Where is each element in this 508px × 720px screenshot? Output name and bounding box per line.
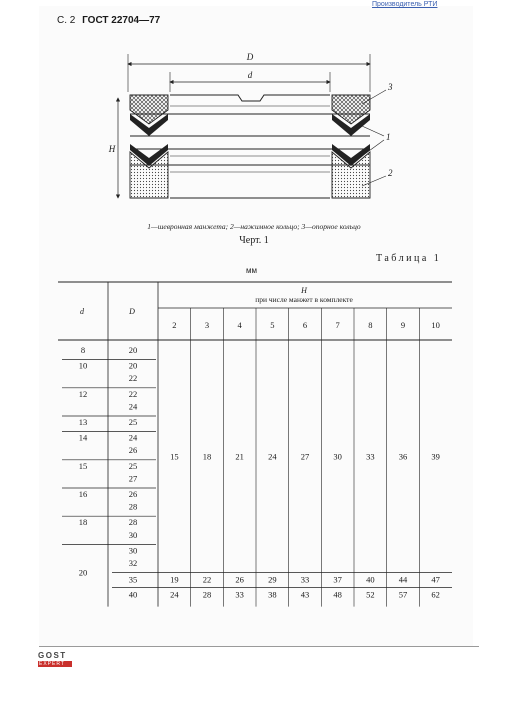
table-cell-d: 8: [80, 345, 86, 355]
page-header: [57, 15, 160, 26]
table-cell-H: 22: [202, 574, 212, 585]
page-number: С. 2: [57, 15, 76, 26]
table-cell-H: 33: [300, 574, 310, 585]
logo-word: GOST: [38, 651, 67, 660]
table-cell-D: 26: [128, 489, 138, 499]
table-cell-H: 24: [268, 451, 277, 462]
table-title: Таблица 1: [376, 253, 442, 264]
table-cell-H: 27: [300, 451, 310, 462]
table-head-D: D: [129, 307, 135, 316]
table-cell-D: 30: [128, 545, 138, 556]
table-cell-H: 30: [333, 451, 342, 462]
table-cell-D: 28: [128, 517, 138, 528]
table-cell-d: 16: [78, 489, 88, 499]
table-head-count: 2: [172, 320, 177, 330]
table-cell-H: 33: [235, 589, 244, 600]
seal-assembly-drawing: [100, 48, 400, 224]
dimension-D-label: D: [246, 52, 254, 62]
table-cell-H: 39: [431, 451, 440, 462]
table-cell-H: 18: [202, 451, 212, 462]
table-cell-H: 43: [300, 589, 310, 600]
dimension-H-label: H: [108, 144, 116, 154]
table-cell-H: 47: [431, 574, 440, 585]
table-cell-H: 37: [333, 574, 342, 585]
table-head-count: 7: [335, 320, 340, 330]
table-cell-H: 29: [268, 574, 277, 585]
table-cell-D: 20: [128, 345, 138, 355]
table-cell-D: 40: [128, 589, 138, 600]
table-cell-D: 27: [128, 473, 138, 484]
callout-1-leader-a: [362, 126, 384, 136]
table-head-H: H: [301, 286, 307, 295]
table-cell-d: 18: [78, 517, 88, 528]
table-head-count: 5: [270, 320, 275, 330]
table-cell-H: 26: [235, 574, 244, 585]
table-cell-H: 28: [202, 589, 212, 600]
table-cell-d: 20: [78, 567, 88, 578]
shaft-top-line: [170, 95, 330, 101]
callout-3-label: 3: [388, 82, 393, 92]
dimension-d-label: d: [247, 70, 253, 80]
table-cell-d: 14: [78, 432, 88, 443]
table-cell-D: 35: [128, 574, 138, 585]
table-cell-H: 38: [268, 589, 277, 600]
table-cell-H: 52: [366, 589, 375, 600]
table-cell-H: 57: [398, 589, 408, 600]
table-cell-d: 10: [78, 360, 88, 371]
table-head-count: 6: [302, 320, 308, 330]
standard-code: ГОСТ 22704—77: [82, 15, 161, 26]
table-head-count: 8: [368, 320, 373, 330]
table-cell-D: 25: [128, 460, 138, 471]
table-head-count: 4: [237, 320, 242, 330]
table-cell-H: 19: [170, 574, 179, 585]
table-head-count: 9: [400, 320, 406, 330]
table-cell-D: 28: [128, 501, 138, 512]
table-cell-D: 24: [128, 432, 138, 443]
table-cell-D: 32: [128, 558, 138, 568]
table-cell-d: 13: [78, 417, 88, 427]
table-cell-D: 26: [128, 445, 138, 456]
table-cell-H: 62: [431, 589, 440, 600]
logo-band: EXPERT: [38, 661, 72, 667]
figure-legend: 1—шевронная манжета; 2—нажимное кольцо; 3—опорное кольцо: [147, 222, 361, 231]
units-label: мм: [246, 266, 257, 275]
table-head-count: 3: [204, 320, 210, 330]
table-cell-H: 21: [235, 451, 244, 462]
gost-expert-logo[interactable]: [38, 652, 72, 668]
figure-caption: Черт. 1: [239, 235, 269, 246]
callout-1-label: 1: [386, 132, 391, 142]
dimensions-table: [0, 276, 508, 636]
table-grid: [58, 282, 452, 607]
table-cell-D: 22: [128, 388, 138, 399]
table-cell-D: 22: [128, 373, 138, 384]
table-cell-H: 40: [366, 574, 375, 585]
table-cell-H: 24: [170, 589, 179, 600]
table-cell-d: 15: [78, 460, 88, 471]
table-cell-H: 48: [333, 589, 342, 600]
table-cell-D: 24: [128, 401, 138, 412]
manufacturer-link[interactable]: Производитель РТИ: [372, 1, 438, 8]
table-cell-H: 44: [398, 574, 408, 585]
table-head-d: d: [80, 307, 84, 316]
table-cell-D: 25: [128, 417, 138, 427]
footer-rule: [39, 646, 479, 647]
callout-2-label: 2: [388, 168, 393, 178]
table-cell-H: 33: [366, 451, 375, 462]
table-head-H-subtitle: при числе манжет в комплекте: [255, 295, 353, 304]
table-cell-D: 20: [128, 360, 138, 371]
table-cell-D: 30: [128, 529, 138, 540]
table-cell-d: 12: [78, 388, 88, 399]
table-cell-H: 36: [398, 451, 408, 462]
table-cell-H: 15: [170, 451, 179, 462]
table-head-count: 10: [431, 320, 440, 330]
